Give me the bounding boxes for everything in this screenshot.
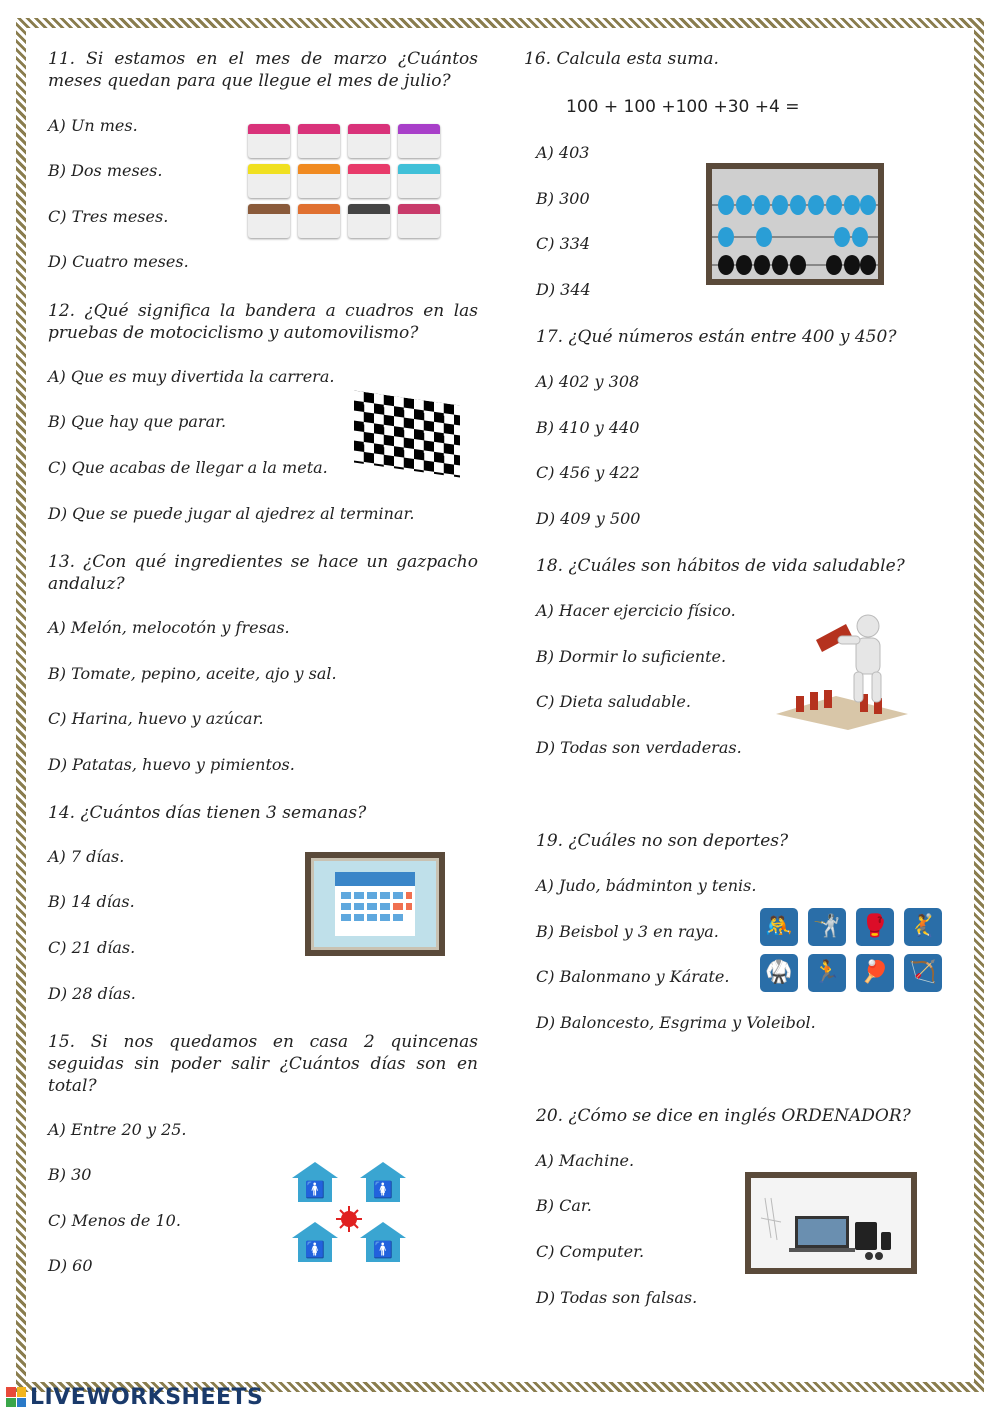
sport-icon: 🤾 (904, 908, 942, 946)
q17-option-a[interactable]: A) 402 y 308 (536, 372, 640, 391)
house-icon: 🚺 (292, 1222, 338, 1264)
footer-logo (6, 1382, 263, 1412)
q15-option-d[interactable]: D) 60 (48, 1256, 93, 1275)
question-16: 16. Calcula esta suma. (524, 49, 719, 69)
question-20: 20. ¿Cómo se dice en inglés ORDENADOR? (536, 1106, 911, 1126)
q15-option-b[interactable]: B) 30 (48, 1165, 92, 1184)
month-calendar-icon (298, 204, 340, 238)
q15-option-c[interactable]: C) Menos de 10. (48, 1211, 181, 1230)
liveworksheets-logo-icon (6, 1387, 26, 1407)
month-calendar-icon (398, 164, 440, 198)
question-12: 12. ¿Qué significa la bandera a cuadros en las pruebas de motociclismo y automovilismo? (48, 301, 478, 343)
q12-option-b[interactable]: B) Que hay que parar. (48, 412, 227, 431)
q11-option-c[interactable]: C) Tres meses. (48, 207, 169, 226)
q20-option-c[interactable]: C) Computer. (536, 1242, 645, 1261)
house-icon: 🚹 (360, 1222, 406, 1264)
calendar-icon (305, 852, 445, 956)
calendar-months-illustration (248, 124, 440, 238)
question-15: 15. Si nos quedamos en casa 2 quincenas seguidas sin poder salir ¿Cuántos días son en total? (48, 1032, 478, 1096)
q12-option-a[interactable]: A) Que es muy divertida la carrera. (48, 367, 335, 386)
q14-option-d[interactable]: D) 28 días. (48, 984, 136, 1003)
question-11: 11. Si estamos en el mes de marzo ¿Cuántos meses quedan para que llegue el mes de julio? (48, 49, 478, 91)
q11-option-d[interactable]: D) Cuatro meses. (48, 252, 189, 271)
brand-name: LIVEWORKSHEETS (30, 1384, 264, 1410)
q14-option-b[interactable]: B) 14 días. (48, 892, 135, 911)
month-calendar-icon (398, 204, 440, 238)
question-18: 18. ¿Cuáles son hábitos de vida saludable? (536, 556, 905, 576)
sport-icon: 🏃 (808, 954, 846, 992)
q18-option-a[interactable]: A) Hacer ejercicio físico. (536, 601, 736, 620)
sports-icons (760, 908, 956, 992)
month-calendar-icon (248, 164, 290, 198)
q17-option-d[interactable]: D) 409 y 500 (536, 509, 641, 528)
q13-option-d[interactable]: D) Patatas, huevo y pimientos. (48, 755, 295, 774)
sport-icon: 🤼 (760, 908, 798, 946)
q20-option-d[interactable]: D) Todas son falsas. (536, 1288, 698, 1307)
q16-option-a[interactable]: A) 403 (536, 143, 590, 162)
q16-option-b[interactable]: B) 300 (536, 189, 590, 208)
q14-option-a[interactable]: A) 7 días. (48, 847, 125, 866)
q17-option-c[interactable]: C) 456 y 422 (536, 463, 640, 482)
computer-devices-icon (745, 1172, 917, 1274)
sport-icon: 🏹 (904, 954, 942, 992)
house-icon: 🚹 (292, 1162, 338, 1204)
q19-option-a[interactable]: A) Judo, bádminton y tenis. (536, 876, 757, 895)
sport-icon: 🥊 (856, 908, 894, 946)
chess-figure-illustration (776, 606, 908, 730)
month-calendar-icon (298, 124, 340, 158)
sport-icon: 🤺 (808, 908, 846, 946)
q14-option-c[interactable]: C) 21 días. (48, 938, 136, 957)
month-calendar-icon (348, 164, 390, 198)
q19-option-b[interactable]: B) Beisbol y 3 en raya. (536, 922, 719, 941)
q18-option-b[interactable]: B) Dormir lo suficiente. (536, 647, 727, 666)
q20-option-a[interactable]: A) Machine. (536, 1151, 635, 1170)
q13-option-b[interactable]: B) Tomate, pepino, aceite, ajo y sal. (48, 664, 337, 683)
q17-option-b[interactable]: B) 410 y 440 (536, 418, 640, 437)
q20-option-b[interactable]: B) Car. (536, 1196, 592, 1215)
sport-icon: 🥋 (760, 954, 798, 992)
month-calendar-icon (398, 124, 440, 158)
q11-option-b[interactable]: B) Dos meses. (48, 161, 163, 180)
q16-option-d[interactable]: D) 344 (536, 280, 591, 299)
question-19: 19. ¿Cuáles no son deportes? (536, 831, 789, 851)
q18-option-c[interactable]: C) Dieta saludable. (536, 692, 691, 711)
sum-formula: 100 + 100 +100 +30 +4 = (566, 97, 800, 117)
q13-option-a[interactable]: A) Melón, melocotón y fresas. (48, 618, 290, 637)
month-calendar-icon (248, 204, 290, 238)
q16-option-c[interactable]: C) 334 (536, 234, 591, 253)
abacus-icon (706, 163, 884, 285)
month-calendar-icon (348, 204, 390, 238)
month-calendar-icon (248, 124, 290, 158)
house-icon: 🚺 (360, 1162, 406, 1204)
month-calendar-icon (348, 124, 390, 158)
q18-option-d[interactable]: D) Todas son verdaderas. (536, 738, 742, 757)
virus-icon (336, 1206, 362, 1232)
sport-icon: 🏓 (856, 954, 894, 992)
question-13: 13. ¿Con qué ingredientes se hace un gazpacho andaluz? (48, 552, 478, 594)
month-calendar-icon (298, 164, 340, 198)
q19-option-d[interactable]: D) Baloncesto, Esgrima y Voleibol. (536, 1013, 816, 1032)
q12-option-d[interactable]: D) Que se puede jugar al ajedrez al terminar. (48, 504, 415, 523)
q12-option-c[interactable]: C) Que acabas de llegar a la meta. (48, 458, 328, 477)
checkered-flag-icon (354, 391, 460, 478)
q11-option-a[interactable]: A) Un mes. (48, 116, 138, 135)
q13-option-c[interactable]: C) Harina, huevo y azúcar. (48, 709, 264, 728)
q19-option-c[interactable]: C) Balonmano y Kárate. (536, 967, 730, 986)
q15-option-a[interactable]: A) Entre 20 y 25. (48, 1120, 187, 1139)
question-14: 14. ¿Cuántos días tienen 3 semanas? (48, 803, 367, 823)
question-17: 17. ¿Qué números están entre 400 y 450? (536, 327, 897, 347)
stay-home-illustration (292, 1162, 412, 1272)
